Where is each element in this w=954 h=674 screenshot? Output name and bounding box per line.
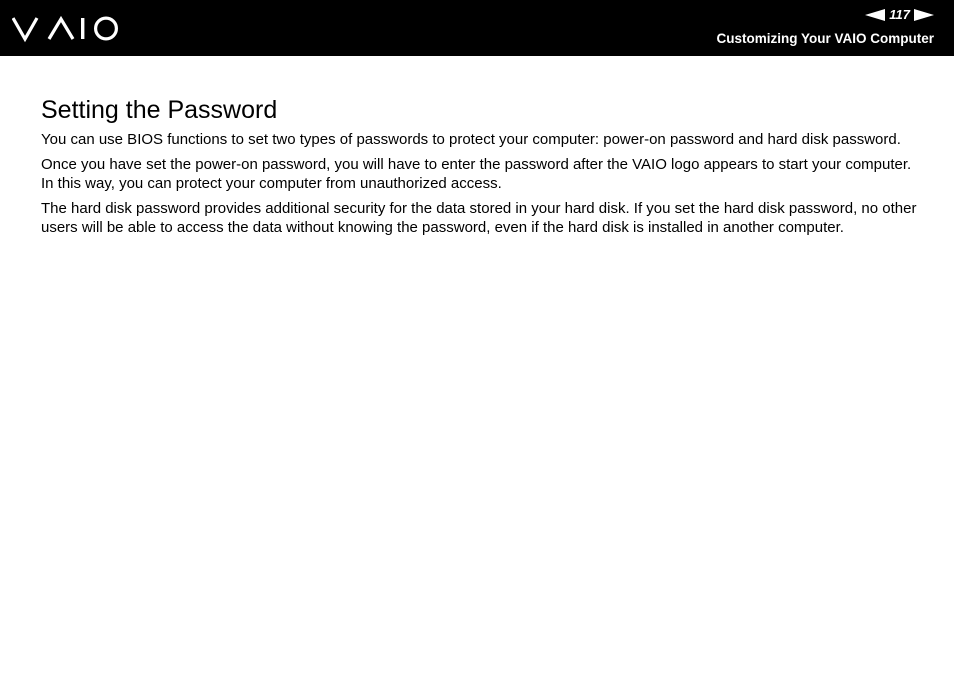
main-content: [41, 94, 921, 238]
paragraph-power-on-password: Once you have set the power-on password, you will have to enter the password after the VAIO logo appears to start your computer. In this way, you can protect your computer from unauthorized access.: [41, 155, 912, 192]
paragraph-bios-passwords: You can use BIOS functions to set two types of passwords to protect your computer: power-on password and hard disk password.: [41, 131, 901, 148]
page-header: [0, 0, 954, 56]
next-page-arrow-icon[interactable]: [914, 9, 934, 21]
page-navigation: [865, 7, 934, 23]
paragraph-hard-disk-password: The hard disk password provides additional security for the data stored in your hard disk. If you set the hard disk password, no other users will be able to access the data without knowing the password, even if the hard disk is installed in another computer.: [41, 199, 917, 236]
vaio-logo: [12, 14, 120, 44]
page-title: Setting the Password: [41, 96, 278, 124]
page-number: 117: [889, 7, 910, 22]
section-title: Customizing Your VAIO Computer: [716, 31, 934, 46]
previous-page-arrow-icon[interactable]: [865, 9, 885, 21]
